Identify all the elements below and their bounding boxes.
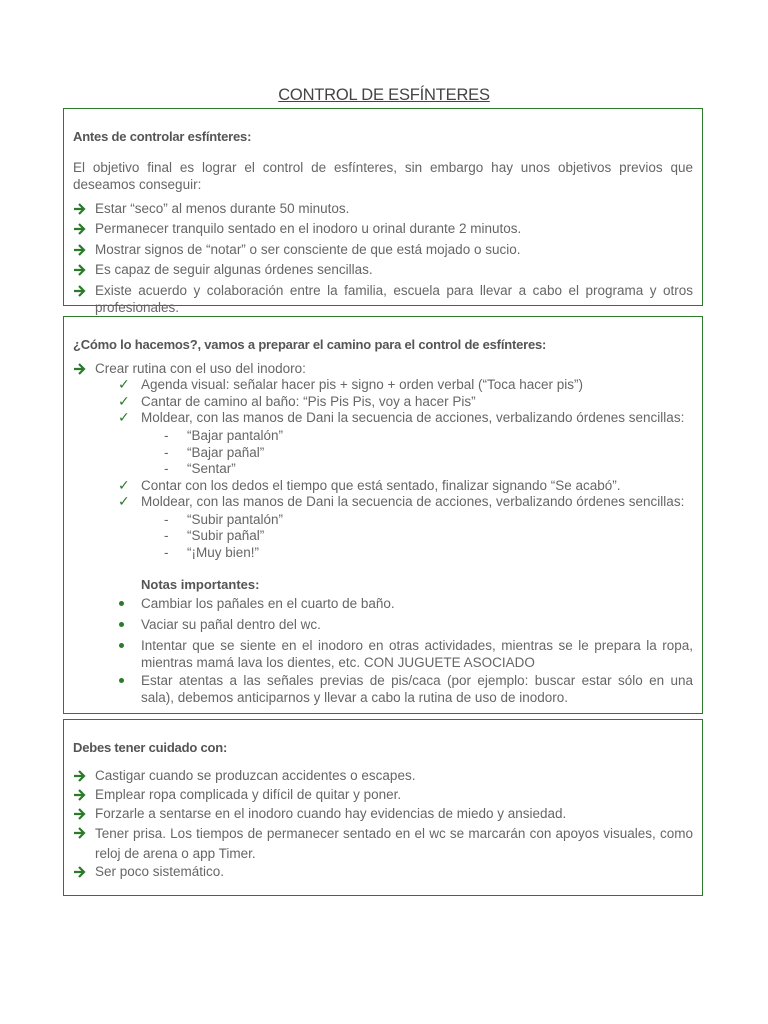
dash-bullet: - xyxy=(164,528,169,543)
list-item: Mostrar signos de “notar” o ser consciente de que está mojado o sucio. xyxy=(95,242,521,257)
dash-bullet: - xyxy=(164,545,169,560)
check-item: Agenda visual: señalar hacer pis + signo + orden verbal (“Toca hacer pis”) xyxy=(141,377,583,392)
arrow-right-icon xyxy=(73,222,87,236)
step-item: “¡Muy bien!” xyxy=(187,545,260,560)
arrow-right-icon xyxy=(73,202,87,216)
note-item: Cambiar los pañales en el cuarto de baño. xyxy=(141,596,395,611)
section-heading: Antes de controlar esfínteres: xyxy=(73,129,252,144)
note-item: Estar atentas a las señales previas de pis/caca (por ejemplo: buscar estar sólo en una sala), debemos anticiparnos y llevar a cabo la rutina de uso de inodoro. xyxy=(141,673,693,705)
list-item: Castigar cuando se produzcan accidentes o escapes. xyxy=(95,768,416,783)
section-how-to xyxy=(63,316,703,714)
step-item: “Sentar” xyxy=(187,461,236,476)
check-icon: ✓ xyxy=(118,493,130,509)
list-item: Emplear ropa complicada y difícil de quitar y poner. xyxy=(95,787,402,802)
check-icon: ✓ xyxy=(118,409,130,425)
section-cautions xyxy=(63,719,703,896)
list-item: Es capaz de seguir algunas órdenes sencillas. xyxy=(95,262,373,277)
arrow-right-icon xyxy=(73,865,87,879)
step-item: “Bajar pañal” xyxy=(187,445,265,460)
step-item: “Bajar pantalón” xyxy=(187,428,284,443)
dash-bullet: - xyxy=(164,461,169,476)
page-title: CONTROL DE ESFÍNTERES xyxy=(278,86,490,104)
section-heading: Debes tener cuidado con: xyxy=(73,740,228,755)
check-icon: ✓ xyxy=(118,477,130,493)
list-item: Ser poco sistemático. xyxy=(95,864,225,879)
arrow-right-icon xyxy=(73,826,87,840)
arrow-right-icon xyxy=(73,788,87,802)
intro-paragraph: El objetivo final es lograr el control de esfínteres, sin embargo hay unos objetivos previos que deseamos conseguir: xyxy=(73,160,693,192)
note-item: Intentar que se siente en el inodoro en otras actividades, mientras se le prepara la ropa, mientras mamá lava los dientes, etc. CON JUGUETE ASOCIADO xyxy=(141,638,693,670)
arrow-right-icon xyxy=(73,284,87,298)
bullet-dot-icon xyxy=(119,622,124,627)
check-item: Cantar de camino al baño: “Pis Pis Pis, voy a hacer Pis” xyxy=(141,394,476,409)
bullet-dot-icon xyxy=(119,601,124,606)
arrow-right-icon xyxy=(73,243,87,257)
dash-bullet: - xyxy=(164,512,169,527)
check-item: Contar con los dedos el tiempo que está sentado, finalizar signando “Se acabó”. xyxy=(141,478,621,493)
step-item: “Subir pantalón” xyxy=(187,512,284,527)
bullet-dot-icon xyxy=(119,678,124,683)
section-prerequisites xyxy=(63,108,703,315)
list-item: Existe acuerdo y colaboración entre la familia, escuela para llevar a cabo el programa y otros profesionales. xyxy=(95,283,693,315)
list-item: Forzarle a sentarse en el inodoro cuando hay evidencias de miedo y ansiedad. xyxy=(95,806,567,821)
check-icon: ✓ xyxy=(118,393,130,409)
list-item: Permanecer tranquilo sentado en el inodoro u orinal durante 2 minutos. xyxy=(95,221,522,236)
notes-heading: Notas importantes: xyxy=(141,577,260,592)
arrow-right-icon xyxy=(73,263,87,277)
check-icon: ✓ xyxy=(118,376,130,392)
dash-bullet: - xyxy=(164,428,169,443)
arrow-right-icon xyxy=(73,769,87,783)
section-heading: ¿Cómo lo hacemos?, vamos a preparar el camino para el control de esfínteres: xyxy=(73,337,547,352)
list-item: Estar “seco” al menos durante 50 minutos. xyxy=(95,201,350,216)
arrow-right-icon xyxy=(73,362,87,376)
step-item: “Subir pañal” xyxy=(187,528,265,543)
dash-bullet: - xyxy=(164,445,169,460)
check-item: Moldear, con las manos de Dani la secuencia de acciones, verbalizando órdenes sencillas: xyxy=(141,494,685,509)
bullet-dot-icon xyxy=(119,643,124,648)
list-item: Crear rutina con el uso del inodoro: xyxy=(95,361,306,376)
list-item: Tener prisa. Los tiempos de permanecer sentado en el wc se marcarán con apoyos visuales, como reloj de arena o app Timer. xyxy=(95,826,693,861)
arrow-right-icon xyxy=(73,807,87,821)
note-item: Vaciar su pañal dentro del wc. xyxy=(141,617,321,632)
check-item: Moldear, con las manos de Dani la secuencia de acciones, verbalizando órdenes sencillas: xyxy=(141,410,685,425)
